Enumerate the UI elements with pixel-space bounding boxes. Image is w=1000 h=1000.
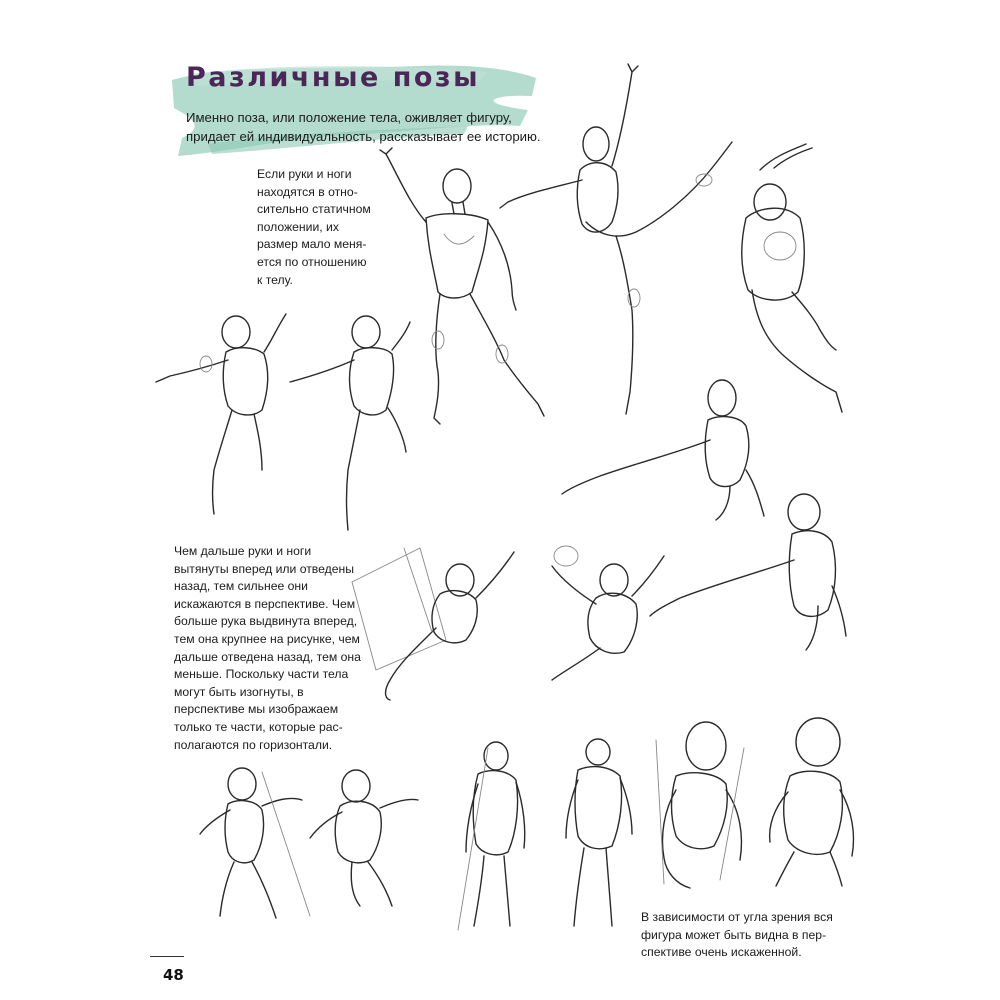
note-static-limbs: Если руки и ноги находятся в относительно статичном положении, их размер мало меняется по отношению к телу. [257,167,371,287]
figure-reaching-jump-right [290,316,410,530]
note-perspective: Чем дальше руки и ноги вытянуты вперед или отведены назад, тем сильнее они искажаются в перспективе. Чем больше рука выдвинута вперед, тем она крупнее на рисунке, чем дальше отведена назад, тем она меньше. Поскольку части тела могут быть изогнуты, в перспективе мы изображаем только те части, которые располагаются по горизонтали. [174,544,361,752]
figure-punch [552,546,664,680]
figure-run-perspective-1 [200,768,310,918]
figure-standing-back-perspective [566,739,632,926]
figure-top-down-perspective-2 [770,718,854,886]
page-number: 48 [163,966,184,984]
figure-standing-front-perspective [458,742,525,930]
figure-ballet-arabesque [500,64,732,414]
figure-reaching-jump-left [156,314,286,514]
figure-top-down-perspective-1 [656,722,744,888]
figure-crouch-reach [650,494,846,650]
intro-paragraph: Именно поза, или положение тела, оживляет фигуру, придает ей индивидуальность, рассказывает ее историю. [186,110,541,144]
figure-foreshortened-reach [352,548,514,700]
figure-leap-arms-overhead [742,144,842,412]
page-title: Различные позы [186,62,481,93]
figure-standing-back-view [380,148,544,424]
note-viewpoint: В зависимости от угла зрения вся фигура может быть видна в перспективе очень искаженной. [641,910,833,960]
figure-reaching-fist [562,380,764,520]
page-number-rule [150,956,184,957]
figure-run-perspective-2 [310,770,418,906]
